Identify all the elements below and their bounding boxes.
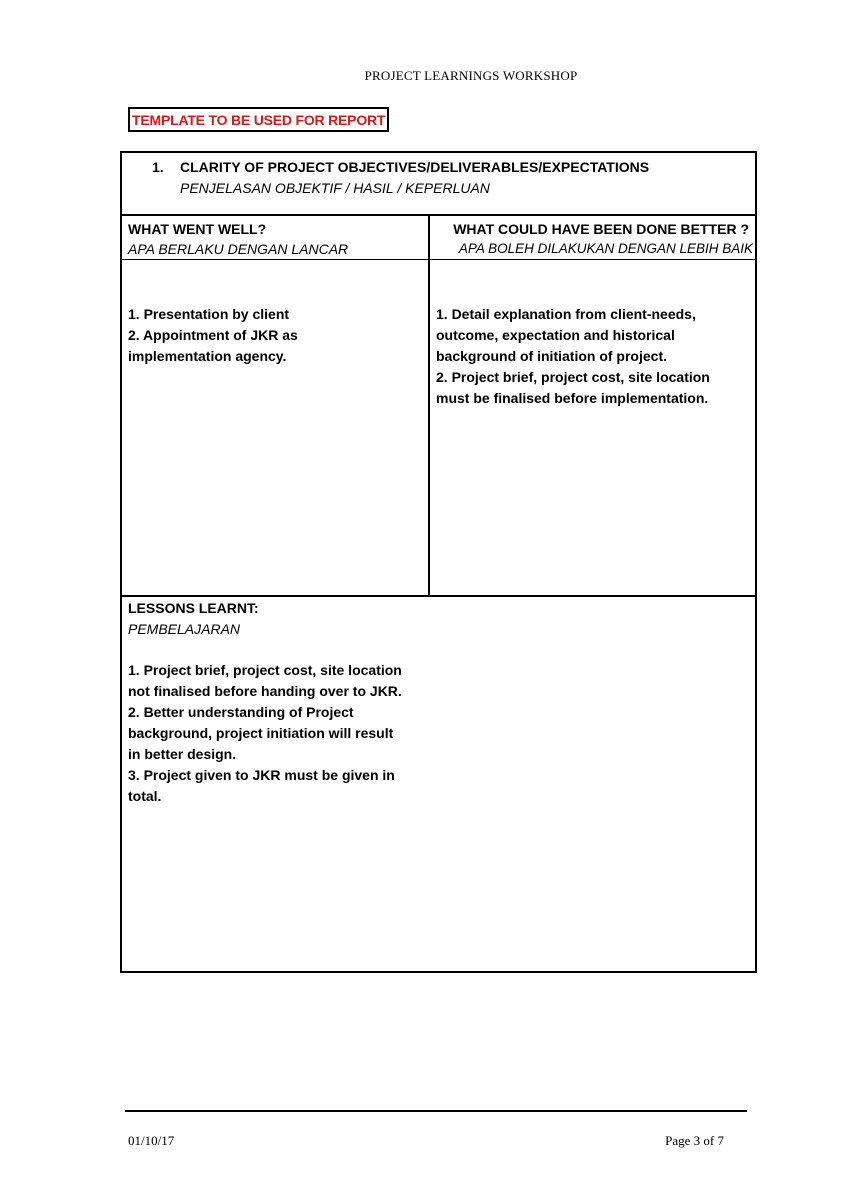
list-item: background of initiation of project. xyxy=(436,348,667,364)
list-item: background, project initiation will result xyxy=(128,725,394,741)
left-column-heading xyxy=(128,219,348,259)
footer-date: 01/10/17 xyxy=(128,1133,175,1148)
template-notice-label: TEMPLATE TO BE USED FOR REPORT xyxy=(128,107,389,132)
right-heading-en: WHAT COULD HAVE BEEN DONE BETTER ? xyxy=(453,221,749,237)
lessons-list xyxy=(128,660,402,807)
report-form-table xyxy=(120,151,757,973)
section-number: 1. xyxy=(152,159,164,175)
list-item: 1. Presentation by client xyxy=(128,306,290,322)
row-divider xyxy=(122,214,755,216)
list-item: in better design. xyxy=(128,746,237,762)
right-column-heading xyxy=(430,219,753,259)
done-better-list xyxy=(436,304,710,409)
document-header-title: PROJECT LEARNINGS WORKSHOP xyxy=(364,68,578,83)
footer-page-number: Page 3 of 7 xyxy=(665,1133,724,1148)
row-divider xyxy=(122,259,755,260)
section-title: CLARITY OF PROJECT OBJECTIVES/DELIVERABLES/EXPECTATIONS xyxy=(180,159,650,175)
footer-rule xyxy=(125,1110,747,1112)
list-item: must be finalised before implementation. xyxy=(436,390,709,406)
list-item: 3. Project given to JKR must be given in xyxy=(128,767,395,783)
lessons-heading-en: LESSONS LEARNT: xyxy=(128,600,259,616)
list-item: outcome, expectation and historical xyxy=(436,327,675,343)
left-heading-en: WHAT WENT WELL? xyxy=(128,221,267,237)
right-heading-ms: APA BOLEH DILAKUKAN DENGAN LEBIH BAIK xyxy=(458,241,753,256)
left-heading-ms: APA BERLAKU DENGAN LANCAR xyxy=(128,241,349,257)
list-item: 1. Project brief, project cost, site location xyxy=(128,662,402,678)
list-item: 2. Appointment of JKR as xyxy=(128,327,298,343)
list-item: total. xyxy=(128,788,162,804)
lessons-heading-ms: PEMBELAJARAN xyxy=(128,621,241,637)
list-item: 2. Better understanding of Project xyxy=(128,704,354,720)
section-subtitle: PENJELASAN OBJEKTIF / HASIL / KEPERLUAN xyxy=(180,180,490,196)
list-item: 2. Project brief, project cost, site location xyxy=(436,369,710,385)
column-divider xyxy=(428,214,430,595)
list-item: not finalised before handing over to JKR. xyxy=(128,683,402,699)
list-item: implementation agency. xyxy=(128,348,287,364)
row-divider xyxy=(122,595,755,597)
section-title-block xyxy=(152,157,649,199)
went-well-list xyxy=(128,304,298,367)
lessons-heading xyxy=(128,598,259,640)
list-item: 1. Detail explanation from client-needs, xyxy=(436,306,696,322)
